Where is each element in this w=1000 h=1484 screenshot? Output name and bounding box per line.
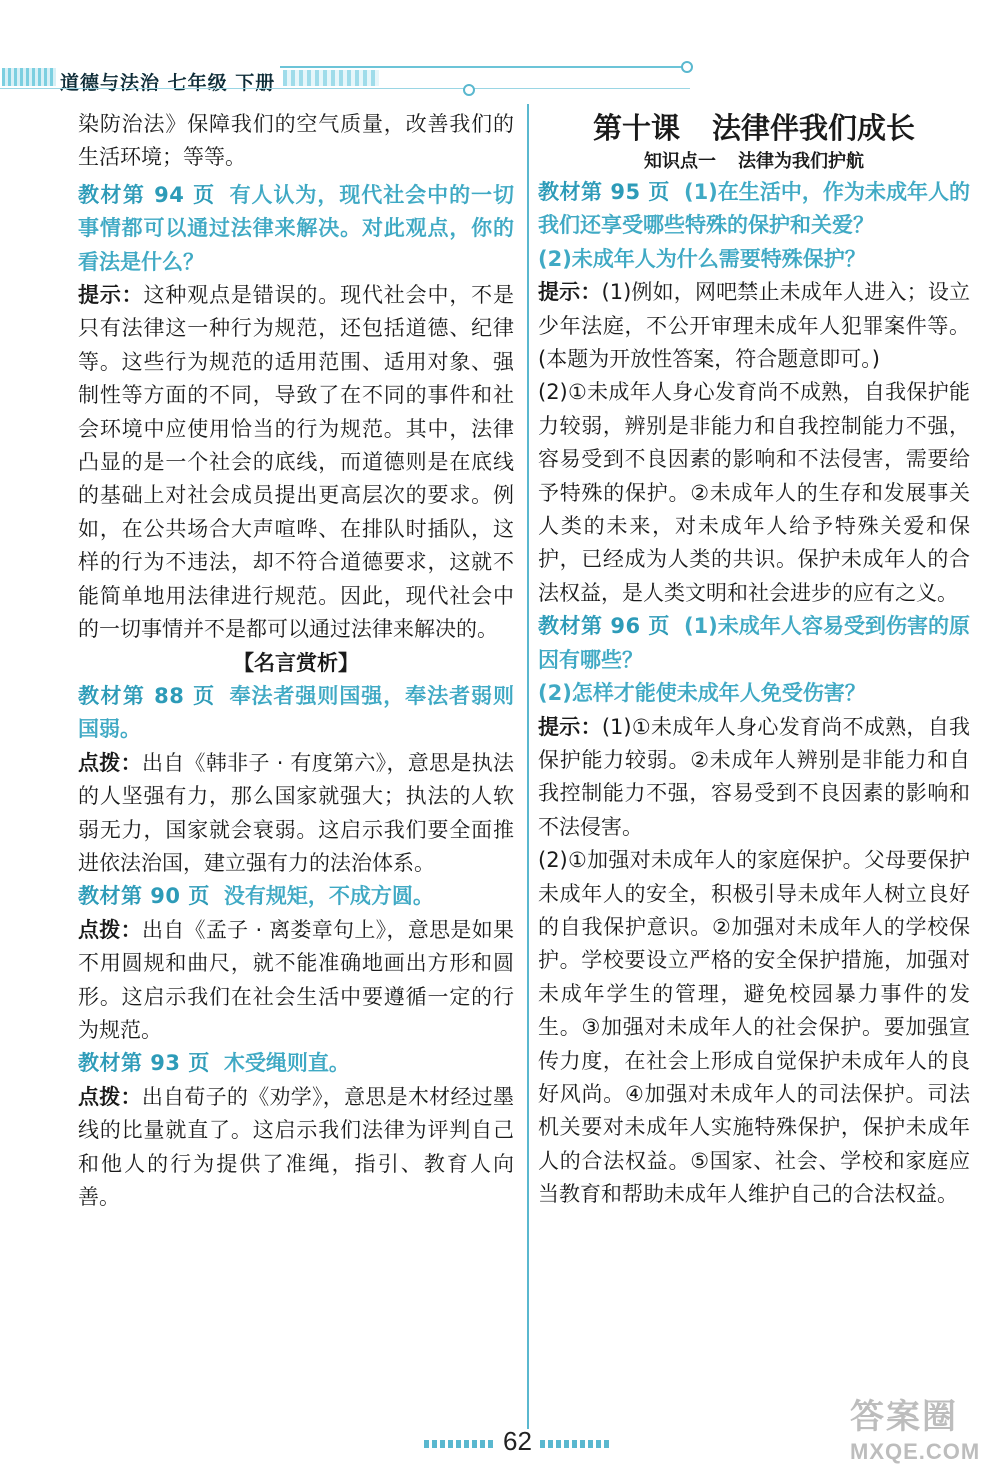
lesson-name: 法律伴我们成长 [712,111,916,145]
answer-text: (1)例如，网吧禁止未成年人进入；设立少年法庭，不公开审理未成年人犯罪案件等。(本题为开放性答案，符合题意即可。) [538,280,970,372]
answer-p95 [538,276,970,376]
watermark-chars: 答案圈 [850,1398,958,1436]
question-text: 奉法者强则国强，奉法者弱则国弱。 [78,683,514,742]
watermark-logo [850,1396,990,1480]
header-decoration-left [2,68,56,86]
footer-decoration-right [540,1440,610,1448]
column-divider [527,104,529,1429]
answer-text: 出自《韩非子 · 有度第六》，意思是执法的人坚强有力，那么国家就强大；执法的人软弱无力，国家就会衰弱。这启示我们要全面推进依法治国，建立强有力的法治体系。 [78,750,515,875]
question-label: 教材第 96 页 [538,614,670,639]
header-dot-icon [463,84,475,96]
answer-p90 [78,914,514,1048]
tip-label: 点拨： [78,1084,142,1109]
answer-p88 [78,747,514,881]
question-label: 教材第 90 页 [78,884,210,909]
question-p90 [78,880,514,913]
header-decoration-right [283,70,379,86]
left-column [78,108,514,1214]
answer-text: 这种观点是错误的。现代社会中，不是只有法律这一种行为规范，还包括道德、纪律等。这些行为规范的适用范围、适用对象、强制性等方面的不同，导致了在不同的事件和社会环境中应使用恰当的行为规范。其中，法律凸显的是一个社会的底线，而道德则是在底线的基础上对社会成员提出更高层次的要求。例如，在公共场合大声喧哗、在排队时插队，这样的行为不违法，却不符合道德要求，这就不能简单地用法律进行规范。因此，现代社会中的一切事情并不是都可以通过法律来解决的。 [78,283,515,642]
question-p96 [538,610,970,677]
answer-p96 [538,711,970,845]
footer-decoration-left [424,1440,494,1448]
question-p95 [538,176,970,243]
answer-text: 出自荀子的《劝学》，意思是木材经过墨线的比量就直了。这启示我们法律为评判自己和他人的行为提供了准绳，指引、教育人向善。 [78,1084,515,1209]
right-column [538,108,970,1212]
question-label: 教材第 95 页 [538,180,670,204]
watermark-url: MXQE.COM [850,1439,981,1464]
header-title: 道德与法治 七年级 下册 [60,72,276,94]
question-text: 有人认为，现代社会中的一切事情都可以通过法律来解决。对此观点，你的看法是什么？ [78,182,514,274]
question-p93 [78,1047,514,1080]
tip-label: 提示： [78,283,144,308]
question-text: 没有规矩，不成方圆。 [223,884,434,909]
section-heading: 【名言赏析】 [233,650,359,675]
page-number: 62 [503,1426,532,1456]
header-dot-icon [681,61,693,73]
question-p95-part2: (2)未成年人为什么需要特殊保护？ [538,246,866,271]
question-p96-part2: (2)怎样才能使未成年人免受伤害？ [538,681,866,706]
knowledge-point-title [538,148,970,176]
question-label: 教材第 93 页 [78,1051,210,1076]
answer-text: (1)①未成年人身心发育尚不成熟，自我保护能力较弱。②未成年人辨别是非能力和自我控制能力不强，容易受到不良因素的影响和不法侵害。 [538,714,970,839]
tip-label: 提示： [538,714,602,739]
lesson-number: 第十课 [592,111,680,145]
question-p88 [78,680,514,747]
header-rule [280,66,690,68]
lesson-title [538,108,970,148]
knowledge-point-name: 法律为我们护航 [738,151,864,172]
answer-text: 出自《孟子 · 离娄章句上》，意思是如果不用圆规和曲尺，就不能准确地画出方形和圆形。这启示我们在社会生活中要遵循一定的行为规范。 [78,917,515,1042]
question-label: 教材第 94 页 [78,182,216,207]
tip-label: 点拨： [78,750,142,775]
answer-p93 [78,1081,514,1215]
tip-label: 点拨： [78,917,142,942]
question-text: 木受绳则直。 [223,1051,350,1076]
question-p94 [78,179,514,279]
header-underline [0,88,690,89]
question-label: 教材第 88 页 [78,683,216,708]
question-text: (1)在生活中，作为未成年人的我们还享受哪些特殊的保护和关爱？ [538,180,970,238]
continued-paragraph: 染防治法》保障我们的空气质量，改善我们的生活环境；等等。 [78,112,514,170]
answer-p95-part2: (2)①未成年人身心发育尚不成熟，自我保护能力较弱，辨别是非能力和自我控制能力不强，容易受到不良因素的影响和不法侵害，需要给予特殊的保护。②未成年人的生存和发展事关人类的未来，对未成年人给予特殊关爱和保护，已经成为人类的共识。保护未成年人的合法权益，是人类文明和社会进步的应有之义。 [538,380,970,605]
answer-p96-part2: (2)①加强对未成年人的家庭保护。父母要保护未成年人的安全，积极引导未成年人树立良好的自我保护意识。②加强对未成年人的学校保护。学校要设立严格的安全保护措施，加强对未成年学生的管理，避免校园暴力事件的发生。③加强对未成年人的社会保护。要加强宣传力度，在社会上形成自觉保护未成年人的良好风尚。④加强对未成年人的司法保护。司法机关要对未成年人实施特殊保护，保护未成年人的合法权益。⑤国家、社会、学校和家庭应当教育和帮助未成年人维护自己的合法权益。 [538,848,970,1207]
answer-p94 [78,279,514,646]
knowledge-point-number: 知识点一 [644,151,716,172]
question-text: (1)未成年人容易受到伤害的原因有哪些？ [538,614,970,672]
running-header [0,60,1000,100]
tip-label: 提示： [538,280,602,305]
